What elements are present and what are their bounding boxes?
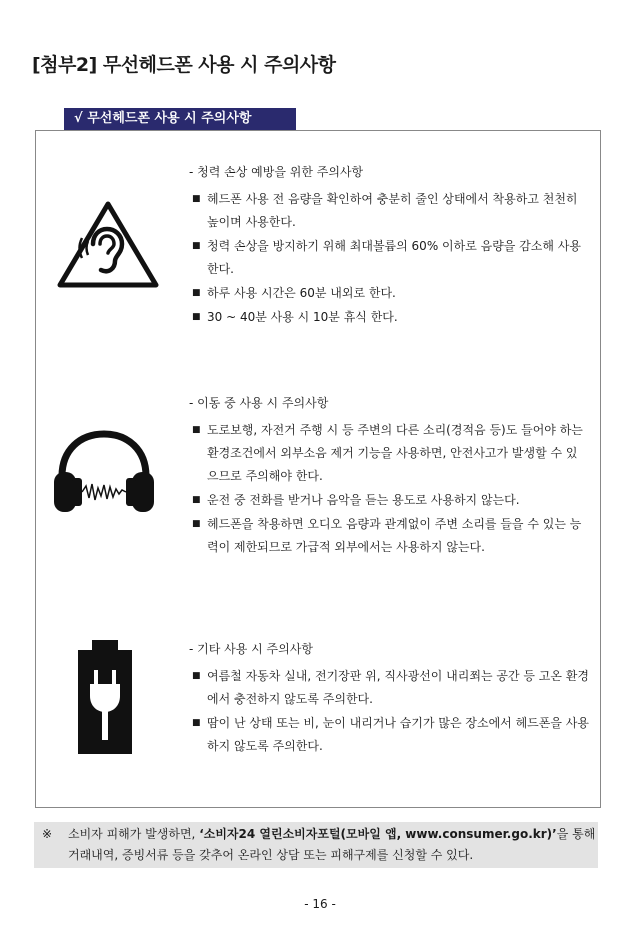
group-items	[189, 419, 589, 559]
group-heading: - 청력 손상 예방을 위한 주의사항	[189, 165, 364, 179]
page-title: [첨부2] 무선헤드폰 사용 시 주의사항	[32, 54, 336, 76]
list-item: ■ 땀이 난 상태 또는 비, 눈이 내리거나 습기가 많은 장소에서 헤드폰을 사용하지 않도록 주의한다.	[189, 712, 589, 758]
list-item: ■ 하루 사용 시간은 60분 내외로 한다.	[189, 282, 589, 305]
list-item: ■ 청력 손상을 방지하기 위해 최대볼륨의 60% 이하로 음량을 감소해 사용한다.	[189, 235, 589, 281]
headphones-icon	[52, 428, 156, 516]
battery-plug-icon	[76, 640, 134, 756]
bullet-icon: ■	[192, 241, 201, 251]
group-heading: - 기타 사용 시 주의사항	[189, 642, 313, 656]
note-emphasis: ‘소비자24 열린소비자포털(모바일 앱, www.consumer.go.kr)’	[199, 827, 557, 841]
list-item: ■ 헤드폰을 착용하면 오디오 음량과 관계없이 주변 소리를 들을 수 있는 능력이 제한되므로 가급적 외부에서는 사용하지 않는다.	[189, 513, 589, 559]
note-mark: ※	[42, 827, 53, 841]
group-hearing	[189, 161, 589, 330]
bullet-icon: ■	[192, 671, 201, 681]
list-item: ■ 운전 중 전화를 받거나 음악을 듣는 용도로 사용하지 않는다.	[189, 489, 589, 512]
list-item: ■ 헤드폰 사용 전 음량을 확인하여 충분히 줄인 상태에서 착용하고 천천히 높이며 사용한다.	[189, 188, 589, 234]
bullet-icon: ■	[192, 288, 201, 298]
bullet-icon: ■	[192, 312, 201, 322]
bullet-icon: ■	[192, 519, 201, 529]
list-item: ■ 30 ~ 40분 사용 시 10분 휴식 한다.	[189, 306, 589, 329]
group-other	[189, 638, 589, 759]
bullet-icon: ■	[192, 194, 201, 204]
list-item: ■ 도로보행, 자전거 주행 시 등 주변의 다른 소리(경적음 등)도 들어야 하는 환경조건에서 외부소음 제거 기능을 사용하면, 안전사고가 발생할 수 있으므로 주의해야 한다.	[189, 419, 589, 488]
consumer-note	[34, 822, 598, 868]
bullet-icon: ■	[192, 425, 201, 435]
note-text: 소비자 피해가 발생하면, ‘소비자24 열린소비자포털(모바일 앱, www.consumer.go.kr)’을 통해 거래내역, 증빙서류 등을 갖추어 온라인 상담 또는 피해구제를 신청할 수 있다.	[68, 827, 596, 862]
group-items	[189, 188, 589, 329]
group-moving	[189, 392, 589, 560]
ear-warning-icon	[55, 198, 161, 290]
bullet-icon: ■	[192, 495, 201, 505]
group-heading: - 이동 중 사용 시 주의사항	[189, 396, 329, 410]
bullet-icon: ■	[192, 718, 201, 728]
page-number: - 16 -	[304, 897, 336, 911]
list-item: ■ 여름철 자동차 실내, 전기장판 위, 직사광선이 내리쬐는 공간 등 고온 환경에서 충전하지 않도록 주의한다.	[189, 665, 589, 711]
group-items	[189, 665, 589, 758]
section-tab: √ 무선헤드폰 사용 시 주의사항	[64, 108, 296, 130]
